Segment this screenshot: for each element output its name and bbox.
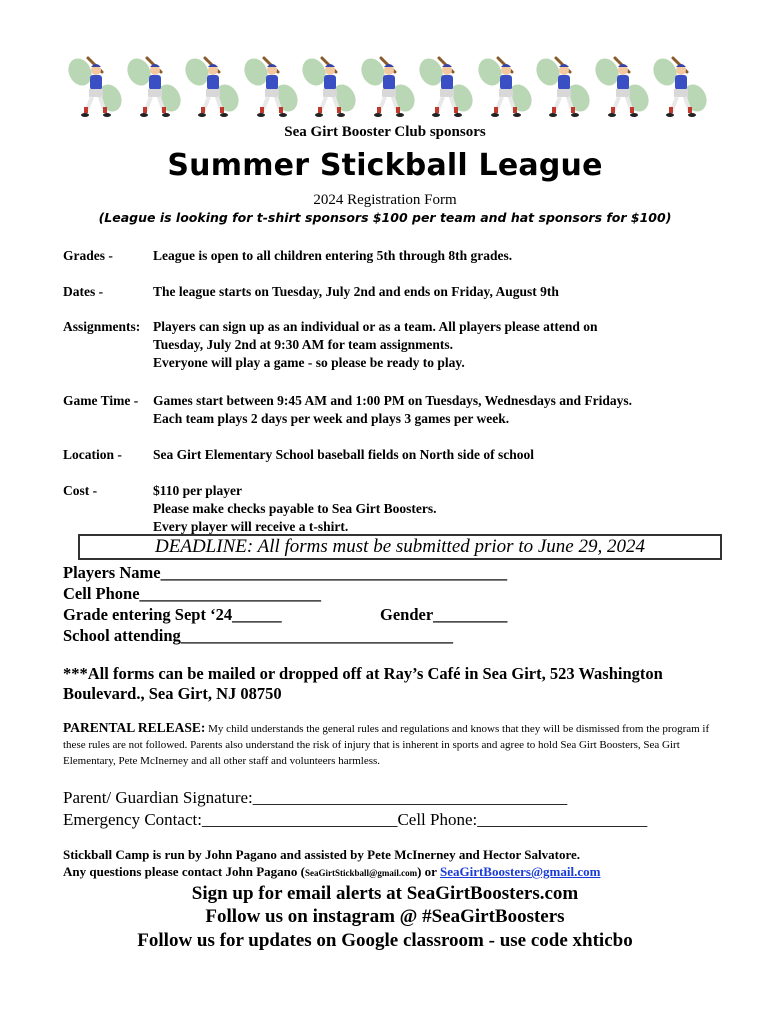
- dates-text: The league starts on Tuesday, July 2nd and ends on Friday, August 9th: [153, 284, 559, 299]
- location-text: Sea Girt Elementary School baseball fields on North side of school: [153, 447, 534, 462]
- assignments-label: Assignments:: [63, 319, 141, 334]
- baseball-batter-icon: [300, 52, 358, 120]
- cost-text-3: Every player will receive a t-shirt.: [153, 519, 349, 534]
- game-time-label: Game Time -: [63, 393, 139, 408]
- grades-label: Grades -: [63, 248, 113, 263]
- assignments-text-2: Tuesday, July 2nd at 9:30 AM for team assignments.: [153, 337, 454, 352]
- release-text: My child understands the general rules and regulations and knows that they will be dismissed from the program if these rules are not followed. Parents also understand the risk of injury that is inherent in sports and agree to hold Sea Girt Boosters, Sea Girt Elementary, Pete McInerney and all other staff and volunteers harmless.: [63, 723, 710, 767]
- dates-label: Dates -: [63, 284, 104, 299]
- release-heading: PARENTAL RELEASE:: [63, 720, 206, 735]
- emergency-contact-field[interactable]: [63, 809, 647, 831]
- grade-field[interactable]: Grade entering Sept ‘24______: [63, 605, 282, 624]
- game-time-text-2: Each team plays 2 days per week and plays 3 games per week.: [153, 411, 510, 426]
- baseball-batter-icon: [534, 52, 592, 120]
- baseball-batter-icon: [242, 52, 300, 120]
- form-subtitle: 2024 Registration Form: [313, 192, 457, 208]
- baseball-batter-icon: [183, 52, 241, 120]
- baseball-batter-icon: [66, 52, 124, 120]
- game-time-text-1: Games start between 9:45 AM and 1:00 PM on Tuesdays, Wednesdays and Fridays.: [153, 393, 633, 408]
- emergency-contact-label[interactable]: Emergency Contact:_______________________: [63, 810, 398, 829]
- cell-phone-field[interactable]: Cell Phone______________________: [63, 584, 322, 603]
- camp-contact-email: SeaGirtStickball@gmail.com: [304, 868, 418, 878]
- baseball-batter-icon: [359, 52, 417, 120]
- school-field[interactable]: School attending_________________________________: [63, 626, 454, 645]
- instagram-line: Follow us on instagram @ #SeaGirtBoosters: [205, 906, 565, 927]
- cost-label: Cost -: [63, 483, 98, 498]
- camp-info: [63, 846, 743, 882]
- assignments-text-1: Players can sign up as an individual or as a team. All players please attend on: [153, 319, 598, 334]
- assignments-text-3: Everyone will play a game - so please be ready to play.: [153, 355, 465, 370]
- deadline-box: DEADLINE: All forms must be submitted prior to June 29, 2024: [78, 534, 722, 560]
- baseball-batter-icon: [417, 52, 475, 120]
- parental-release: [63, 720, 713, 769]
- baseball-batter-icon: [651, 52, 709, 120]
- mail-note: ***All forms can be mailed or dropped off at Ray’s Café in Sea Girt, 523 Washington Boulevard., Sea Girt, NJ 08750: [63, 664, 663, 703]
- camp-line-2: [63, 863, 743, 882]
- baseball-batter-icon: [593, 52, 651, 120]
- cost-text-1: $110 per player: [153, 483, 242, 498]
- email-alerts-line: Sign up for email alerts at SeaGirtBoosters.com: [191, 883, 579, 904]
- sponsor-line: Sea Girt Booster Club sponsors: [284, 124, 486, 140]
- camp-or-text: ) or: [417, 864, 440, 879]
- page-title: Summer Stickball League: [167, 148, 603, 183]
- banner: [66, 52, 716, 122]
- players-name-field[interactable]: Players Name__________________________________________: [63, 563, 508, 582]
- gender-field[interactable]: Gender_________: [380, 605, 508, 624]
- classroom-line: Follow us for updates on Google classroom - use code xhticbo: [137, 930, 633, 951]
- emergency-cell-field[interactable]: Cell Phone:____________________: [397, 810, 648, 829]
- baseball-batter-icon: [125, 52, 183, 120]
- camp-line-1: Stickball Camp is run by John Pagano and assisted by Pete McInerney and Hector Salvatore.: [63, 847, 581, 862]
- cost-text-2: Please make checks payable to Sea Girt Boosters.: [153, 501, 437, 516]
- baseball-batter-icon: [476, 52, 534, 120]
- boosters-email-link[interactable]: SeaGirtBoosters@gmail.com: [439, 864, 601, 879]
- camp-contact-text: Any questions please contact John Pagano (: [63, 864, 305, 879]
- location-label: Location -: [63, 447, 122, 462]
- grades-text: League is open to all children entering 5th through 8th grades.: [153, 248, 513, 263]
- sponsor-notice: (League is looking for t-shirt sponsors $100 per team and hat sponsors for $100): [98, 210, 672, 225]
- parent-signature-field[interactable]: Parent/ Guardian Signature:_____________________________________: [63, 788, 568, 807]
